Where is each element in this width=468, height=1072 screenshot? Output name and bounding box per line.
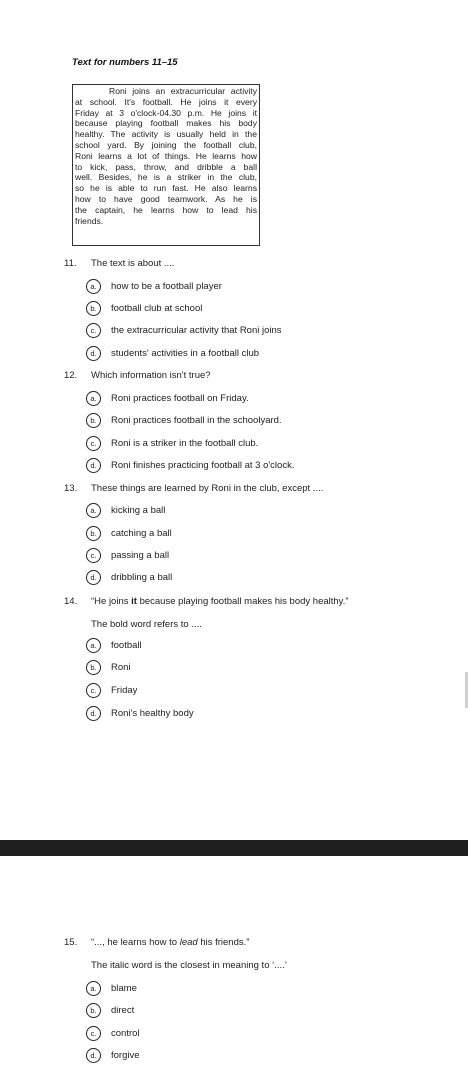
option-letter-circle: c. xyxy=(86,683,101,698)
passage-line: how to have good teamwork. As he is xyxy=(75,193,257,204)
passage-line: Roni joins an extracurricular activity xyxy=(109,86,257,96)
bold-word: it xyxy=(131,596,137,607)
option-label: blame xyxy=(111,983,137,994)
option-label: football xyxy=(111,640,142,651)
option-label: Roni practices football on Friday. xyxy=(111,393,249,404)
option-letter-circle: a. xyxy=(86,638,101,653)
question-text: These things are learned by Roni in the club, except .... xyxy=(91,483,324,494)
question-number: 15. xyxy=(64,937,78,948)
question-text-part: his friends.” xyxy=(197,937,250,948)
option-label: control xyxy=(111,1028,140,1039)
option-label: Roni is a striker in the football club. xyxy=(111,438,259,449)
option-label: Roni xyxy=(111,662,131,673)
option-letter-circle: a. xyxy=(86,279,101,294)
question-text: The text is about .... xyxy=(91,258,175,269)
option-letter-circle: b. xyxy=(86,526,101,541)
question-text-part: “..., he learns how to xyxy=(91,937,180,948)
option-label: Friday xyxy=(111,685,138,696)
question-instruction: The bold word refers to .... xyxy=(91,619,202,630)
option-letter-circle: d. xyxy=(86,706,101,721)
option-label: forgive xyxy=(111,1050,140,1061)
question-text-part: “He joins xyxy=(91,596,132,607)
option-label: Roni's healthy body xyxy=(111,708,194,719)
question-number: 11. xyxy=(64,258,77,269)
italic-word: lead xyxy=(179,937,198,948)
option-letter-circle: c. xyxy=(86,436,101,451)
passage-line: healthy. The activity is usually held in the xyxy=(75,129,257,140)
option-label: kicking a ball xyxy=(111,505,166,516)
option-letter-circle: c. xyxy=(86,323,101,338)
page-separator-band xyxy=(0,840,468,856)
passage-line: the captain, he learns how to lead his xyxy=(75,204,257,215)
option-label: football club at school xyxy=(111,303,203,314)
reading-passage xyxy=(72,84,260,246)
question-text: Which information isn't true? xyxy=(91,370,211,381)
passage-line: at school. It's football. He joins it every xyxy=(75,96,257,107)
option-label: passing a ball xyxy=(111,550,170,561)
option-letter-circle: a. xyxy=(86,981,101,996)
option-label: students' activities in a football club xyxy=(111,348,260,359)
option-letter-circle: d. xyxy=(86,458,101,473)
option-letter-circle: a. xyxy=(86,503,101,518)
question-number: 12. xyxy=(64,370,78,381)
option-label: the extracurricular activity that Roni joins xyxy=(111,325,282,336)
passage-line: well. Besides, he is a striker in the club, xyxy=(75,172,257,183)
option-letter-circle: b. xyxy=(86,1003,101,1018)
question-number: 13. xyxy=(64,483,78,494)
option-letter-circle: d. xyxy=(86,346,101,361)
passage-line: because playing football makes his body xyxy=(75,118,257,129)
passage-line: Roni learns a lot of things. He learns how xyxy=(75,150,257,161)
option-letter-circle: b. xyxy=(86,301,101,316)
question-text xyxy=(91,596,349,607)
option-label: direct xyxy=(111,1005,135,1016)
option-label: how to be a football player xyxy=(111,281,222,292)
section-title: Text for numbers 11–15 xyxy=(72,57,178,68)
option-letter-circle: b. xyxy=(86,413,101,428)
passage-line: friends. xyxy=(75,215,104,226)
option-label: Roni finishes practicing football at 3 o'clock. xyxy=(111,460,295,471)
question-instruction: The italic word is the closest in meaning to ‘....’ xyxy=(91,960,287,971)
option-letter-circle: c. xyxy=(86,548,101,563)
option-label: catching a ball xyxy=(111,528,172,539)
passage-line: school yard. By joining the football club, xyxy=(75,139,257,150)
option-label: Roni practices football in the schoolyard. xyxy=(111,415,282,426)
option-letter-circle: d. xyxy=(86,1048,101,1063)
option-letter-circle: a. xyxy=(86,391,101,406)
option-letter-circle: c. xyxy=(86,1026,101,1041)
passage-line: Friday at 3 o'clock-04.30 p.m. He joins it xyxy=(75,107,257,118)
passage-line: so he is able to run fast. He also learns xyxy=(75,183,257,194)
option-letter-circle: d. xyxy=(86,570,101,585)
passage-line: to kick, pass, throw, and dribble a ball xyxy=(75,161,257,172)
question-text-part: because playing football makes his body healthy.” xyxy=(136,596,349,607)
question-number: 14. xyxy=(64,596,78,607)
question-text xyxy=(91,937,249,948)
option-letter-circle: b. xyxy=(86,660,101,675)
option-label: dribbling a ball xyxy=(111,572,173,583)
